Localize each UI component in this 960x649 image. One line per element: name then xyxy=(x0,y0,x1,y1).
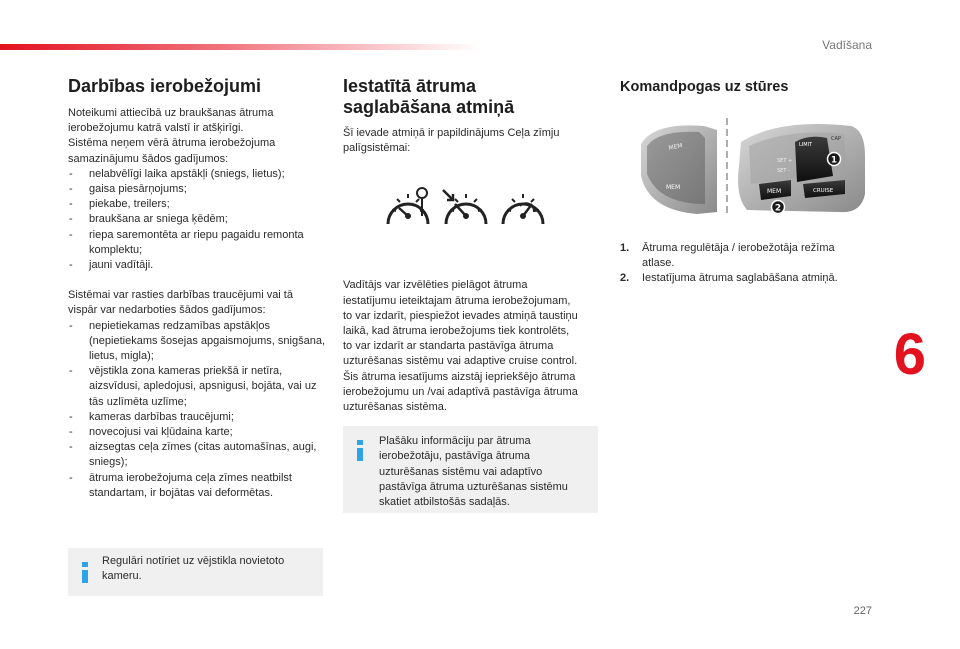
controls-legend xyxy=(620,241,880,287)
steering-controls-title: Komandpogas uz stūres xyxy=(620,79,789,95)
set-plus-label: SET + xyxy=(777,158,793,164)
malfunction-intro: Sistēmai var rasties darbības traucējumi vai tā vispār var nedarboties šādos gadījumos: xyxy=(68,289,293,317)
speed-gauges-illustration xyxy=(343,186,603,256)
memory-intro: Šī ievade atmiņā ir papildinājums Ceļa zīmju palīgsistēmai: xyxy=(343,127,560,155)
limitations-title: Darbības ierobežojumi xyxy=(68,76,262,96)
list-item: - aizsegtas ceļa zīmes (citas automašīnas, augi, sniegs); xyxy=(68,440,326,470)
info-icon xyxy=(82,562,88,583)
callout-2: 2 xyxy=(774,203,782,214)
limitations-intro: Noteikumi attiecībā uz braukšanas ātruma ierobežojumu katrā valstī ir atšķirīgi. Sistēma neņem vērā ātruma ierobežojuma samazinājumu šādos gadījumos: xyxy=(68,107,276,165)
memory-title: Iestatītā ātruma saglabāšana atmiņā xyxy=(343,76,515,117)
column-memory xyxy=(343,76,603,513)
header-accent-bar xyxy=(0,44,480,50)
list-item: - novecojusi vai kļūdaina karte; xyxy=(68,425,326,440)
legend-item: 2. Iestatījuma ātruma saglabāšana atmiņā. xyxy=(620,272,838,285)
map-pin-icon xyxy=(411,186,433,226)
list-item: - piekabe, treilers; xyxy=(68,197,326,212)
left-mem-label-2: MEM xyxy=(666,184,681,191)
limit-label: LIMIT xyxy=(799,142,813,148)
section-label: Vadīšana xyxy=(822,38,872,52)
malfunction-list xyxy=(68,319,326,501)
limitations-list xyxy=(68,167,326,273)
list-item: - jauni vadītāji. xyxy=(68,258,326,273)
list-item: - nelabvēlīgi laika apstākļi (sniegs, lietus); xyxy=(68,167,326,182)
speedometer-icon-2 xyxy=(441,186,491,230)
legend-item: 1. Ātruma regulētāja / ierobežotāja režīma atlase. xyxy=(620,242,835,270)
page-number: 227 xyxy=(853,605,872,617)
memory-body: Vadītājs var izvēlēties pielāgot ātruma iestatījumu ieteiktajam ātruma ierobežojumam, to var izdarīt, piespiežot ievades atmiņā taustiņu laikā, kad ātruma ierobežojums tiek kontrolēts, to var izdarīt ar standarta pastāvīga ātruma uzturēšanas sistēmu vai adaptive cruise control. Šis ātruma iesatījums aizstāj iepriekšējo ātruma ierobežojumu un /vai adaptīvā pastāvīga ātruma uzturēšanas sistēma. xyxy=(343,279,578,414)
list-item: - nepietiekamas redzamības apstākļos (nepietiekams šosejas apgaismojums, snigšana, lietus, migla); xyxy=(68,319,326,365)
mem-button-label: MEM xyxy=(767,188,782,195)
column-limitations xyxy=(68,76,326,501)
info-icon xyxy=(357,440,363,461)
list-item: - vējstikla zona kameras priekšā ir netīra, aizsvīdusi, apledojusi, apsnigusi, bojāta, vai uz tās uzlīmēta uzlīme; xyxy=(68,364,326,410)
callout-1: 1 xyxy=(830,155,838,166)
cruise-label: CRUISE xyxy=(813,188,834,194)
steering-controls-illustration xyxy=(639,116,869,218)
list-item: - kameras darbības traucējumi; xyxy=(68,410,326,425)
list-item: - braukšana ar sniega ķēdēm; xyxy=(68,212,326,227)
chapter-number: 6 xyxy=(893,322,926,387)
cap-label: CAP xyxy=(831,136,841,142)
list-item: - gaisa piesārņojums; xyxy=(68,182,326,197)
set-minus-label: SET - xyxy=(777,168,790,174)
left-mem-label: MEM xyxy=(667,142,684,152)
speedometer-icon-3 xyxy=(498,186,548,230)
more-info-box: Plašāku informāciju par ātruma ierobežotāju, pastāvīga ātruma uzturēšanas sistēmu vai adaptīvo pastāvīga ātruma uzturēšanas sistēmu skatiet atbilstošās sadaļās. xyxy=(343,426,598,513)
list-item: - ātruma ierobežojuma ceļa zīmes neatbilst standartam, ir bojātas vai deformētas. xyxy=(68,471,326,501)
column-steering-controls xyxy=(620,76,880,287)
camera-info-box: Regulāri notīriet uz vējstikla novietoto kameru. xyxy=(68,548,323,596)
list-item: - riepa saremontēta ar riepu pagaidu remonta komplektu; xyxy=(68,228,326,258)
